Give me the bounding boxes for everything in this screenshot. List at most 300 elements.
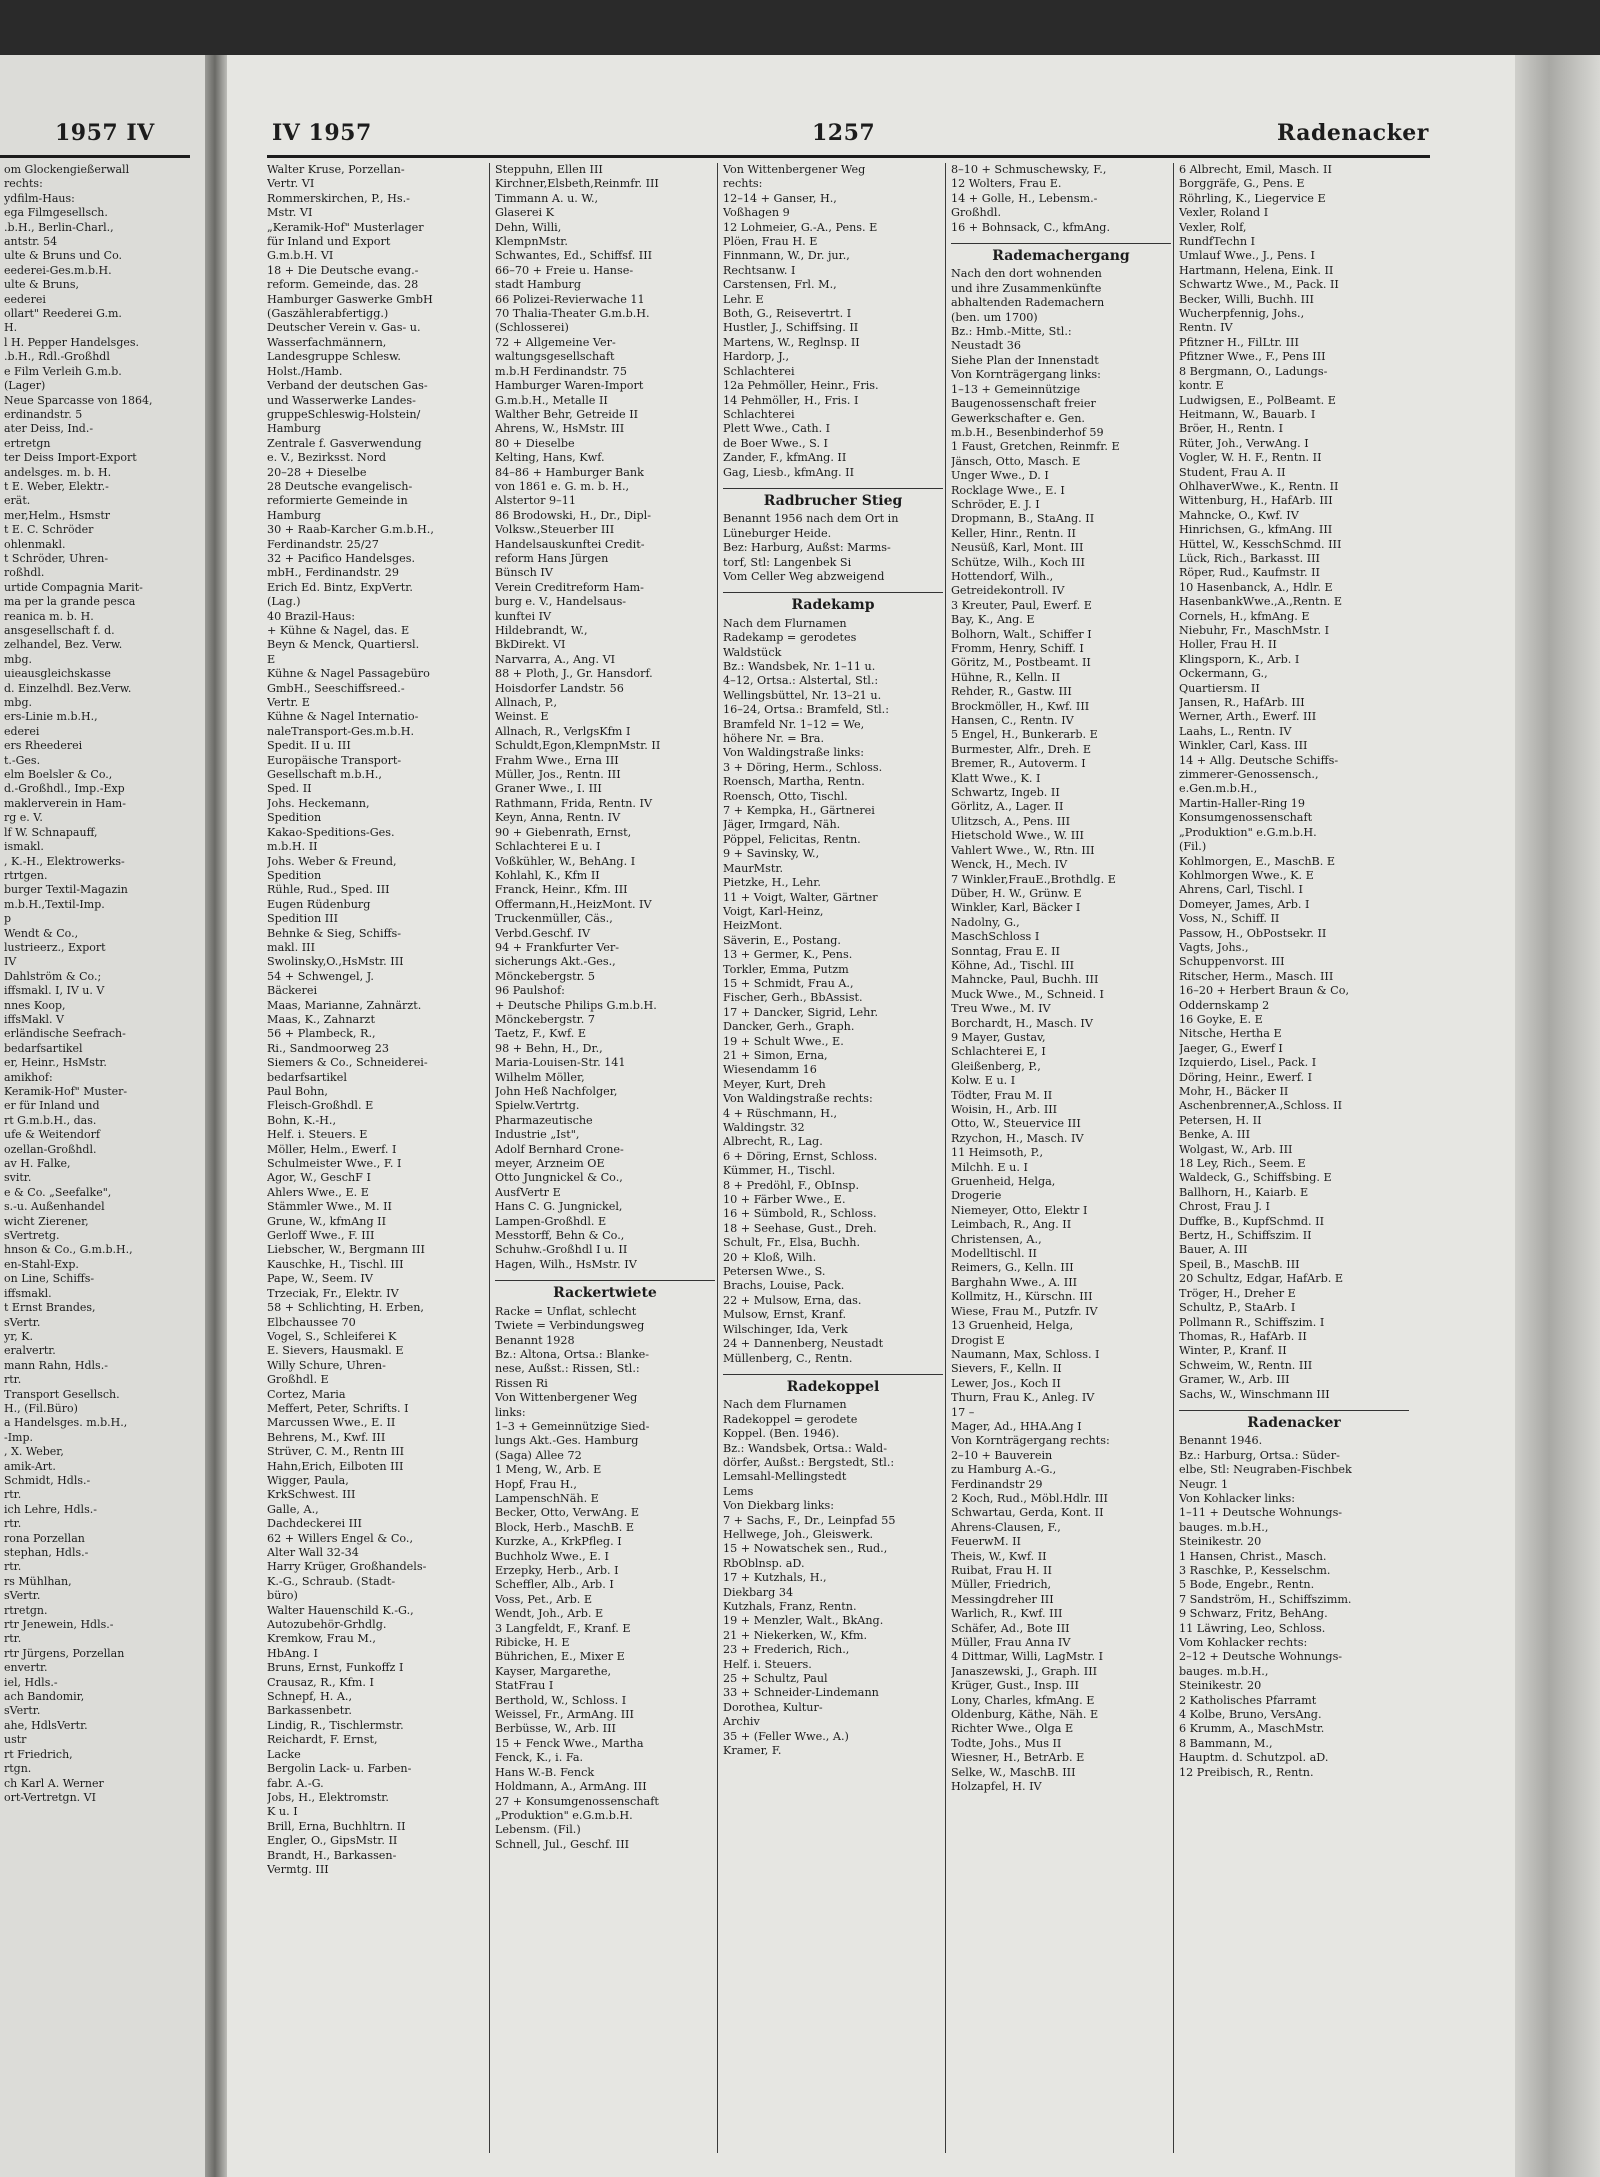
directory-entry: von 1861 e. G. m. b. H., [495, 479, 630, 493]
directory-entry: Klatt Wwe., K. I [951, 771, 1041, 785]
directory-entry: Vertr. E [267, 696, 310, 710]
directory-entry: Block, Herb., MaschB. E [495, 1520, 635, 1534]
directory-entry: Wigger, Paula, [267, 1473, 349, 1487]
street-heading: Radenacker [1179, 1410, 1409, 1430]
directory-entry: Ri., Sandmoorweg 23 [267, 1041, 389, 1055]
directory-entry: amik-Art. [4, 1459, 56, 1473]
directory-entry: Steinikestr. 20 [1179, 1535, 1262, 1549]
directory-entry: Messingdreher III [951, 1592, 1054, 1606]
directory-entry: Fleisch-Großhdl. E [267, 1099, 374, 1113]
directory-entry: t Ernst Brandes, [4, 1301, 96, 1315]
directory-entry: Albrecht, R., Lag. [723, 1135, 823, 1149]
directory-entry: Chrost, Frau J. I [1179, 1200, 1270, 1214]
directory-entry: Paul Bohn, [267, 1085, 328, 1098]
directory-entry: Tröger, H., Dreher E [1179, 1286, 1296, 1300]
directory-entry: Vom Celler Weg abzweigend [723, 569, 885, 583]
directory-entry: 10 Hasenbanck, A., Hdlr. E [1179, 580, 1333, 594]
directory-entry: Kohlmorgen, E., MaschB. E [1179, 854, 1336, 868]
directory-entry: Mstr. VI [267, 206, 313, 220]
directory-entry: Lems [723, 1484, 754, 1498]
directory-entry: a Handelsges. m.b.H., [4, 1416, 128, 1430]
directory-entry: Racke = Unflat, schlecht [495, 1304, 637, 1318]
directory-entry: on Line, Schiffs- [4, 1272, 95, 1286]
directory-entry: Schweim, W., Rentn. III [1179, 1358, 1313, 1372]
directory-entry: 3 + Döring, Herm., Schloss. [723, 760, 883, 774]
directory-entry: Heitmann, W., Bauarb. I [1179, 407, 1316, 421]
directory-entry: 17 + Dancker, Sigrid, Lehr. [723, 1005, 878, 1019]
directory-entry: Bz.: Altona, Ortsa.: Blanke- [495, 1347, 650, 1361]
directory-entry: ufe & Weitendorf [4, 1128, 100, 1142]
directory-entry: Brachs, Louise, Pack. [723, 1279, 845, 1293]
running-head: Radenacker [1277, 120, 1429, 146]
directory-entry: 12a Pehmöller, Heinr., Fris. [723, 379, 879, 393]
directory-entry: 9 + Savinsky, W., [723, 847, 820, 861]
directory-entry: Timmann A. u. W., [495, 191, 599, 205]
directory-entry: rt Friedrich, [4, 1747, 73, 1761]
directory-entry: Bz.: Wandsbek, Ortsa.: Wald- [723, 1441, 887, 1455]
directory-entry: iffsMakl. V [4, 1012, 64, 1026]
directory-entry: t E. Weber, Elektr.- [4, 479, 109, 493]
directory-entry: Winter, P., Kranf. II [1179, 1344, 1287, 1358]
directory-entry: Drogist E [951, 1333, 1005, 1347]
directory-entry: ulte & Bruns, [4, 278, 79, 292]
directory-entry: Hagen, Wilh., HsMstr. IV [495, 1257, 637, 1271]
directory-entry: Sonntag, Frau E. II [951, 944, 1060, 958]
directory-entry: Allnach, P., [495, 696, 558, 710]
directory-entry: Hansen, C., Rentn. IV [951, 714, 1074, 728]
directory-entry: Schuldt,Egon,KlempnMstr. II [495, 739, 661, 753]
directory-entry: + Kühne & Nagel, das. E [267, 624, 410, 637]
directory-entry: Wolgast, W., Arb. III [1179, 1142, 1293, 1156]
directory-entry: Dehn, Willi, [495, 220, 562, 234]
directory-entry: ustr [4, 1733, 27, 1747]
directory-entry: 15 + Schmidt, Frau A., [723, 976, 854, 990]
directory-entry: 4–12, Ortsa.: Alstertal, Stl.: [723, 674, 879, 688]
directory-entry: erdinandstr. 5 [4, 407, 83, 421]
directory-entry: , K.-H., Elektrowerks- [4, 854, 125, 868]
directory-entry: Brockmöller, H., Kwf. III [951, 699, 1090, 713]
directory-entry: Bergolin Lack- u. Farben- [267, 1762, 412, 1776]
directory-entry: Umlauf Wwe., J., Pens. I [1179, 249, 1315, 263]
directory-entry: Dahlström & Co.; [4, 969, 102, 983]
directory-entry: burger Textil-Magazin [4, 883, 128, 897]
book-gutter [205, 55, 227, 2177]
directory-entry: Eugen Rüdenburg [267, 897, 371, 911]
directory-entry: bauges. m.b.H., [1179, 1664, 1269, 1678]
directory-entry: „Keramik-Hof" Musterlager [267, 220, 424, 234]
directory-entry: zimmerer-Genossensch., [1179, 768, 1319, 782]
directory-entry: Niebuhr, Fr., MaschMstr. I [1179, 624, 1330, 637]
directory-entry: (Schlosserei) [495, 321, 569, 335]
directory-entry: 2 Katholisches Pfarramt [1179, 1693, 1317, 1707]
directory-entry: Hamburger Waren-Import [495, 379, 644, 393]
directory-entry: 6 + Döring, Ernst, Schloss. [723, 1149, 878, 1163]
directory-entry: Vagts, Johs., [1179, 940, 1249, 954]
directory-entry: Cornels, H., kfmAng. E [1179, 609, 1310, 623]
directory-entry: Walter Hauenschild K.-G., [267, 1603, 414, 1617]
directory-entry: HasenbankWwe.,A.,Rentn. E [1179, 595, 1343, 609]
directory-entry: Möller, Helm., Ewerf. I [267, 1142, 397, 1156]
directory-entry: Alstertor 9–11 [495, 494, 576, 508]
directory-entry: Bauer, A. III [1179, 1243, 1248, 1257]
directory-column-4 [951, 163, 1171, 2153]
directory-entry: Strüver, C. M., Rentn III [267, 1445, 405, 1459]
directory-entry: 66 Polizei-Revierwache 11 [495, 292, 645, 306]
directory-entry: StatFrau I [495, 1679, 554, 1693]
directory-entry: Lebensm. (Fil.) [495, 1823, 581, 1837]
directory-entry: Jaeger, G., Ewerf I [1179, 1041, 1283, 1055]
directory-entry: Ulitzsch, A., Pens. III [951, 814, 1071, 828]
directory-entry: Crausaz, R., Kfm. I [267, 1675, 374, 1689]
directory-entry: (Saga) Allee 72 [495, 1448, 582, 1462]
directory-entry: Kirchner,Elsbeth,Reinmfr. III [495, 177, 659, 191]
directory-entry: Göritz, M., Postbeamt. II [951, 656, 1091, 670]
directory-entry: Ribicke, H. E [495, 1636, 570, 1650]
right-page [227, 55, 1540, 2177]
directory-entry: 19 + Schult Wwe., E. [723, 1034, 844, 1048]
directory-entry: Schultz, P., StaArb. I [1179, 1301, 1296, 1315]
directory-entry: Rehder, R., Gastw. III [951, 685, 1072, 699]
directory-entry: mbg. [4, 652, 33, 666]
directory-entry: Kutzhals, Franz, Rentn. [723, 1600, 857, 1613]
directory-entry: Weinst. E [495, 710, 549, 724]
directory-entry: Gag, Liesb., kfmAng. II [723, 465, 855, 479]
directory-entry: Schult, Fr., Elsa, Buchh. [723, 1236, 861, 1250]
directory-entry: e & Co. „Seefalke", [4, 1185, 112, 1199]
directory-entry: Mulsow, Ernst, Kranf. [723, 1308, 847, 1322]
directory-entry: Behnke & Sieg, Schiffs- [267, 926, 402, 940]
directory-entry: urtide Compagnia Marit- [4, 580, 143, 594]
directory-entry: Brill, Erna, Buchhltrn. II [267, 1819, 406, 1833]
directory-entry: Holst./Hamb. [267, 364, 343, 378]
directory-entry: Görlitz, A., Lager. II [951, 800, 1064, 814]
directory-entry: Dorothea, Kultur- [723, 1700, 823, 1714]
directory-entry: Lüneburger Heide. [723, 526, 832, 540]
directory-entry: Walter Kruse, Porzellan- [267, 163, 405, 176]
directory-entry: er, Heinr., HsMstr. [4, 1056, 107, 1070]
directory-entry: Zentrale f. Gasverwendung [267, 436, 422, 450]
directory-entry: Spielw.Vertrtg. [495, 1099, 580, 1113]
directory-entry: Gerloff Wwe., F. III [267, 1229, 375, 1243]
directory-entry: Rommerskirchen, P., Hs.- [267, 191, 410, 205]
directory-entry: RundfTechn I [1179, 235, 1256, 249]
directory-entry: Thurn, Frau K., Anleg. IV [951, 1391, 1095, 1405]
directory-entry: Ahrens, W., HsMstr. III [495, 422, 625, 436]
page-edge [1515, 55, 1600, 2177]
directory-entry: 4 Kolbe, Bruno, VersAng. [1179, 1708, 1322, 1722]
directory-entry: elm Boelsler & Co., [4, 768, 113, 782]
directory-entry: G.m.b.H. VI [267, 249, 334, 263]
directory-entry: Verbd.Geschf. IV [495, 926, 591, 940]
directory-entry: Müller, Friedrich, [951, 1578, 1052, 1592]
directory-entry: K u. I [267, 1805, 298, 1819]
directory-entry: Klingsporn, K., Arb. I [1179, 652, 1300, 666]
directory-entry: Martin-Haller-Ring 19 [1179, 796, 1306, 810]
directory-entry: Rathmann, Frida, Rentn. IV [495, 796, 653, 810]
directory-entry: Meyer, Kurt, Dreh [723, 1077, 826, 1091]
directory-entry: sVertr. [4, 1589, 41, 1603]
directory-entry: Lemsahl-Mellingstedt [723, 1470, 847, 1484]
directory-entry: Kühne & Nagel Internatio- [267, 710, 419, 724]
directory-entry: Johs. Weber & Freund, [267, 854, 397, 868]
directory-entry: Todte, Johs., Mus II [951, 1736, 1062, 1750]
directory-entry: Dropmann, B., StaAng. II [951, 512, 1095, 526]
directory-entry: 1–13 + Gemeinnützige [951, 382, 1081, 396]
directory-entry: rechts: [723, 177, 763, 191]
directory-entry: Schmidt, Hdls.- [4, 1473, 91, 1487]
directory-entry: Selke, W., MaschB. III [951, 1765, 1076, 1779]
directory-entry: Wendt & Co., [4, 926, 79, 940]
directory-entry: Bay, K., Ang. E [951, 613, 1035, 627]
directory-entry: Schlachterei E u. I [495, 840, 601, 854]
directory-entry: Schwartau, Gerda, Kont. II [951, 1506, 1104, 1520]
directory-entry: 13 Gruenheid, Helga, [951, 1319, 1074, 1333]
directory-entry: 16 Goyke, E. E [1179, 1012, 1263, 1026]
directory-entry: m.b.H., Besenbinderhof 59 [951, 425, 1104, 439]
directory-entry: Vexler, Rolf, [1179, 220, 1247, 234]
directory-entry: Kauschke, H., Tischl. III [267, 1257, 404, 1271]
directory-entry: Voss, N., Schiff. II [1179, 912, 1280, 926]
directory-entry: Ferdinandstr 29 [951, 1477, 1043, 1491]
directory-entry: für Inland und Export [267, 235, 391, 249]
directory-entry: erät. [4, 494, 31, 508]
directory-entry: „Produktion" e.G.m.b.H. [495, 1808, 633, 1822]
directory-entry: Pollmann R., Schiffszim. I [1179, 1315, 1325, 1329]
directory-entry: bedarfsartikel [4, 1041, 83, 1055]
directory-entry: Johs. Heckemann, [267, 796, 370, 810]
directory-entry: Kelting, Hans, Kwf. [495, 451, 605, 465]
directory-entry: sVertretg. [4, 1229, 60, 1243]
directory-entry: Waldstück [723, 645, 782, 659]
directory-entry: Naumann, Max, Schloss. I [951, 1347, 1100, 1361]
directory-entry: + Deutsche Philips G.m.b.H. [495, 998, 657, 1012]
directory-entry: Radekamp = gerodetes [723, 631, 857, 645]
directory-entry: E [267, 652, 276, 666]
directory-entry: 27 + Konsumgenossenschaft [495, 1794, 659, 1808]
directory-entry: om Glockengießerwall [4, 163, 130, 176]
directory-entry: höhere Nr. = Bra. [723, 732, 825, 746]
directory-entry: Ritscher, Herm., Masch. III [1179, 969, 1334, 983]
directory-entry: Duffke, B., KupfSchmd. II [1179, 1214, 1325, 1228]
directory-entry: antstr. 54 [4, 235, 58, 249]
directory-entry: Plöen, Frau H. E [723, 235, 818, 249]
directory-entry: Mönckebergstr. 7 [495, 1012, 595, 1026]
directory-entry: Fenck, K., i. Fa. [495, 1751, 584, 1765]
directory-entry: Petersen, H. II [1179, 1113, 1262, 1127]
directory-entry: Janaszewski, J., Graph. III [951, 1664, 1098, 1678]
directory-entry: Muck Wwe., M., Schneid. I [951, 987, 1104, 1001]
directory-entry: Erzepky, Herb., Arb. I [495, 1564, 619, 1577]
directory-entry: Rüter, Joh., VerwAng. I [1179, 436, 1309, 450]
directory-entry: -Imp. [4, 1430, 34, 1444]
directory-entry: Kayser, Margarethe, [495, 1664, 612, 1678]
directory-entry: Hahn,Erich, Eilboten III [267, 1459, 404, 1473]
directory-entry: 18 Ley, Rich., Seem. E [1179, 1157, 1306, 1171]
directory-entry: lungs Akt.-Ges. Hamburg [495, 1434, 639, 1448]
directory-entry: Jansen, R., HafArb. III [1179, 696, 1305, 710]
directory-entry: Wendt, Joh., Arb. E [495, 1607, 604, 1621]
directory-entry: Lampen-Großhdl. E [495, 1214, 607, 1228]
directory-entry: Keller, Hinr., Rentn. II [951, 526, 1076, 540]
directory-entry: Becker, Willi, Buchh. III [1179, 292, 1314, 306]
directory-entry: Rentn. IV [1179, 321, 1233, 335]
directory-entry: Ahlers Wwe., E. E [267, 1185, 369, 1199]
directory-entry: svitr. [4, 1171, 32, 1185]
directory-entry: 7 Winkler,FrauE.,Brothdlg. E [951, 872, 1116, 886]
directory-entry: Voss, Pet., Arb. E [495, 1592, 593, 1606]
directory-entry: sicherungs Akt.-Ges., [495, 955, 616, 969]
directory-entry: Marcussen Wwe., E. II [267, 1416, 396, 1430]
directory-entry: Aschenbrenner,A.,Schloss. II [1179, 1099, 1343, 1113]
directory-entry: Woisin, H., Arb. III [951, 1103, 1058, 1116]
directory-entry: Röper, Rud., Kaufmstr. II [1179, 566, 1320, 580]
directory-entry: büro) [267, 1589, 298, 1603]
directory-entry: Behrens, M., Kwf. III [267, 1430, 386, 1444]
directory-entry: Helf. i. Steuers. E [267, 1128, 368, 1142]
directory-entry: Bohn, K.-H., [267, 1113, 337, 1127]
directory-entry: Schwantes, Ed., Schiffsf. III [495, 249, 653, 263]
directory-entry: Ahrens-Clausen, F., [951, 1520, 1061, 1534]
directory-entry: Willy Schure, Uhren- [267, 1358, 386, 1372]
directory-entry: Dancker, Gerh., Graph. [723, 1020, 855, 1034]
directory-entry: burg e. V., Handelsaus- [495, 595, 627, 609]
directory-entry: 54 + Schwengel, J. [267, 969, 374, 983]
directory-entry: Spedition [267, 811, 322, 825]
directory-entry: Hans C. G. Jungnickel, [495, 1200, 623, 1214]
directory-entry: rtr. [4, 1560, 22, 1574]
directory-entry: Keyn, Anna, Rentn. IV [495, 811, 621, 825]
directory-entry: mbg. [4, 696, 33, 710]
directory-entry: Graner Wwe., I. III [495, 782, 602, 796]
directory-entry: abhaltenden Rademachern [951, 296, 1105, 310]
directory-entry: Petersen Wwe., S. [723, 1265, 826, 1279]
directory-entry: Konsumgenossenschaft [1179, 811, 1313, 825]
directory-entry: Sachs, W., Winschmann III [1179, 1387, 1330, 1401]
directory-entry: Bz.: Hmb.-Mitte, Stl.: [951, 325, 1072, 339]
directory-entry: Grune, W., kfmAng II [267, 1214, 387, 1228]
directory-entry: 2 Koch, Rud., Möbl.Hdlr. III [951, 1491, 1108, 1505]
directory-entry: Offermann,H.,HeizMont. IV [495, 897, 652, 911]
directory-entry: Radekoppel = gerodete [723, 1412, 858, 1426]
directory-entry: Schnell, Jul., Geschf. III [495, 1837, 630, 1851]
directory-entry: Von Wittenbergener Weg [495, 1391, 638, 1405]
column-divider [489, 163, 490, 2153]
directory-entry: m.b.H. II [267, 840, 318, 854]
directory-entry: Warlich, R., Kwf. III [951, 1607, 1063, 1621]
directory-entry: 8 Bergmann, O., Ladungs- [1179, 364, 1328, 378]
directory-entry: Hinrichsen, G., kfmAng. III [1179, 523, 1333, 537]
directory-entry: stephan, Hdls.- [4, 1546, 89, 1559]
directory-entry: bauges. m.b.H., [1179, 1520, 1269, 1534]
directory-entry: Leimbach, R., Ang. II [951, 1218, 1072, 1232]
directory-entry: Deutscher Verein v. Gas- u. [267, 321, 421, 335]
directory-entry: Industrie „Ist", [495, 1128, 580, 1142]
directory-entry: nnes Koop, [4, 998, 66, 1012]
directory-entry: rtr. [4, 1488, 22, 1502]
directory-entry: Holdmann, A., ArmAng. III [495, 1780, 647, 1794]
directory-entry: Kurzke, A., KrkPfleg. I [495, 1535, 622, 1549]
directory-entry: 15 + Nowatschek sen., Rud., [723, 1542, 888, 1556]
directory-entry: Hottendorf, Wilh., [951, 569, 1054, 583]
directory-entry: ich Lehre, Hdls.- [4, 1502, 97, 1516]
directory-entry: Nach dem Flurnamen [723, 1398, 847, 1412]
directory-entry: Steinikestr. 20 [1179, 1679, 1262, 1693]
directory-entry: Theis, W., Kwf. II [951, 1549, 1047, 1563]
directory-entry: Thomas, R., HafArb. II [1179, 1329, 1307, 1343]
directory-entry: Ballhorn, H., Kaiarb. E [1179, 1185, 1309, 1199]
directory-entry: Messtorff, Behn & Co., [495, 1229, 625, 1243]
directory-entry: Von Diekbarg links: [723, 1499, 835, 1513]
directory-entry: dörfer, Außst.: Bergstedt, Stl.: [723, 1455, 895, 1469]
directory-entry: ertretgn [4, 436, 51, 450]
directory-entry: Bünsch IV [495, 566, 553, 580]
directory-entry: Benannt 1928 [495, 1333, 575, 1347]
directory-entry: ulte & Bruns und Co. [4, 249, 123, 263]
directory-entry: ch Karl A. Werner [4, 1776, 104, 1790]
directory-entry: 7 + Sachs, F., Dr., Leinpfad 55 [723, 1513, 896, 1527]
directory-entry: rtr. [4, 1373, 22, 1387]
directory-entry: Schütze, Wilh., Koch III [951, 555, 1085, 569]
directory-entry: zelhandel, Bez. Verw. [4, 638, 123, 652]
directory-entry: Zander, F., kfmAng. II [723, 451, 847, 465]
directory-entry: amikhof: [4, 1070, 53, 1084]
directory-entry: Von Wittenbergener Weg [723, 163, 866, 176]
directory-entry: Köhne, Ad., Tischl. III [951, 958, 1075, 972]
directory-entry: naleTransport-Ges.m.b.H. [267, 724, 415, 738]
directory-entry: Wittenburg, H., HafArb. III [1179, 494, 1333, 508]
directory-entry: 7 + Kempka, H., Gärtnerei [723, 804, 875, 818]
directory-entry: G.m.b.H., Metalle II [495, 393, 608, 407]
directory-entry: reanica m. b. H. [4, 609, 94, 623]
directory-entry: 9 Mayer, Gustav, [951, 1030, 1046, 1044]
directory-entry: Schlachterei [723, 364, 795, 378]
column-divider [945, 163, 946, 2153]
directory-entry: 11 + Voigt, Walter, Gärtner [723, 890, 878, 904]
directory-entry: KrkSchwest. III [267, 1488, 356, 1502]
directory-entry: Diekbarg 34 [723, 1585, 794, 1599]
directory-entry: envertr. [4, 1661, 48, 1675]
directory-entry: Quartiersm. II [1179, 681, 1260, 695]
directory-entry: und ihre Zusammenkünfte [951, 281, 1102, 295]
directory-entry: ederei [4, 724, 40, 738]
directory-entry: Sievers, F., Kelln. II [951, 1362, 1062, 1376]
directory-entry: Voigt, Karl-Heinz, [723, 904, 824, 918]
directory-entry: Hardorp, J., [723, 350, 790, 364]
directory-entry: Wilschinger, Ida, Verk [723, 1322, 848, 1336]
directory-entry: e Film Verleih G.m.b. [4, 364, 122, 378]
directory-entry: Taetz, F., Kwf. E [495, 1027, 587, 1041]
directory-entry: Hüttel, W., KesschSchmd. III [1179, 537, 1342, 551]
directory-entry: eederei [4, 292, 46, 306]
directory-entry: Von Waldingstraße links: [723, 746, 864, 760]
directory-entry: ollart" Reederei G.m. [4, 307, 122, 321]
directory-entry: Ferdinandstr. 25/27 [267, 537, 379, 551]
directory-entry: Weissel, Fr., ArmAng. III [495, 1708, 634, 1722]
directory-entry: rs Mühlhan, [4, 1574, 72, 1588]
directory-entry: t E. C. Schröder [4, 523, 94, 537]
column-divider [1173, 163, 1174, 2153]
directory-entry: t Schröder, Uhren- [4, 551, 109, 565]
directory-entry: Torkler, Emma, Putzm [723, 962, 849, 976]
directory-entry: Roensch, Martha, Rentn. [723, 775, 865, 789]
directory-entry: Domeyer, James, Arb. I [1179, 897, 1310, 911]
directory-entry: Oddernskamp 2 [1179, 998, 1270, 1012]
directory-entry: 21 + Simon, Erna, [723, 1048, 828, 1062]
directory-entry: Waldeck, G., Schiffsbing. E [1179, 1171, 1332, 1185]
directory-entry: Bruns, Ernst, Funkoffz I [267, 1661, 404, 1675]
directory-entry: Gramer, W., Arb. III [1179, 1373, 1290, 1387]
directory-entry: Wiese, Frau M., Putzfr. IV [951, 1304, 1098, 1318]
